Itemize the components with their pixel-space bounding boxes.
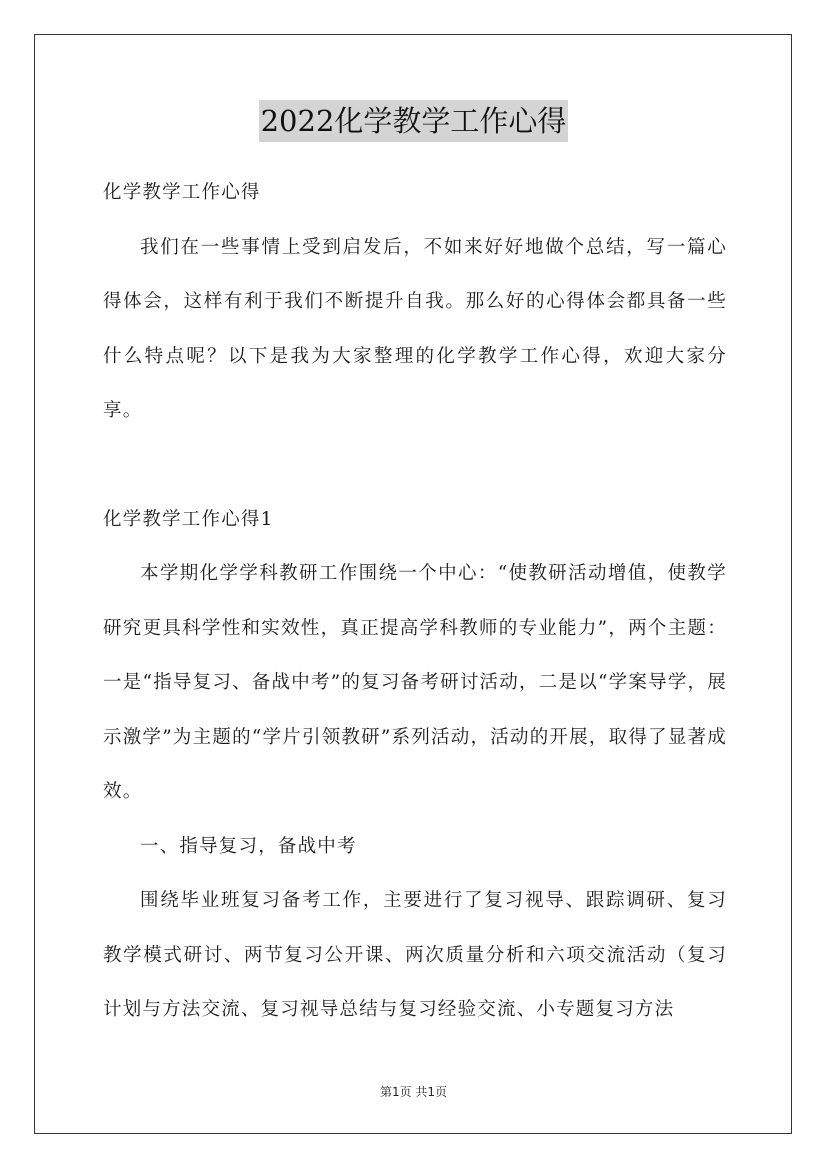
page-footer: 第1页 共1页 <box>379 1085 448 1099</box>
title-container <box>0 100 827 142</box>
subsection-heading: 一、指导复习，备战中考 <box>140 835 357 857</box>
document-title: 2022化学教学工作心得 <box>259 100 569 142</box>
body-paragraph: 本学期化学学科教研工作围绕一个中心：“使教研活动增值，使教学研究更具科学性和实效性，真正提高学科教师的专业能力”，两个主题：一是“指导复习、备战中考”的复习备考研讨活动，二是以“学案导学，展示激学”为主题的“学片引领教研”系列活动，活动的开展，取得了显著成效。 <box>103 563 727 802</box>
body-paragraph: 围绕毕业班复习备考工作，主要进行了复习视导、跟踪调研、复习教学模式研讨、两节复习公开课、两次质量分析和六项交流活动（复习计划与方法交流、复习视导总结与复习经验交流、小专题复习方法 <box>103 890 727 1020</box>
document-body <box>103 166 727 1038</box>
section-heading: 化学教学工作心得1 <box>103 508 274 530</box>
intro-paragraph: 我们在一些事情上受到启发后，不如来好好地做个总结，写一篇心得体会，这样有利于我们不断提升自我。那么好的心得体会都具备一些什么特点呢？以下是我为大家整理的化学教学工作心得，欢迎大家分享。 <box>103 236 727 421</box>
section-heading: 化学教学工作心得 <box>103 182 261 203</box>
